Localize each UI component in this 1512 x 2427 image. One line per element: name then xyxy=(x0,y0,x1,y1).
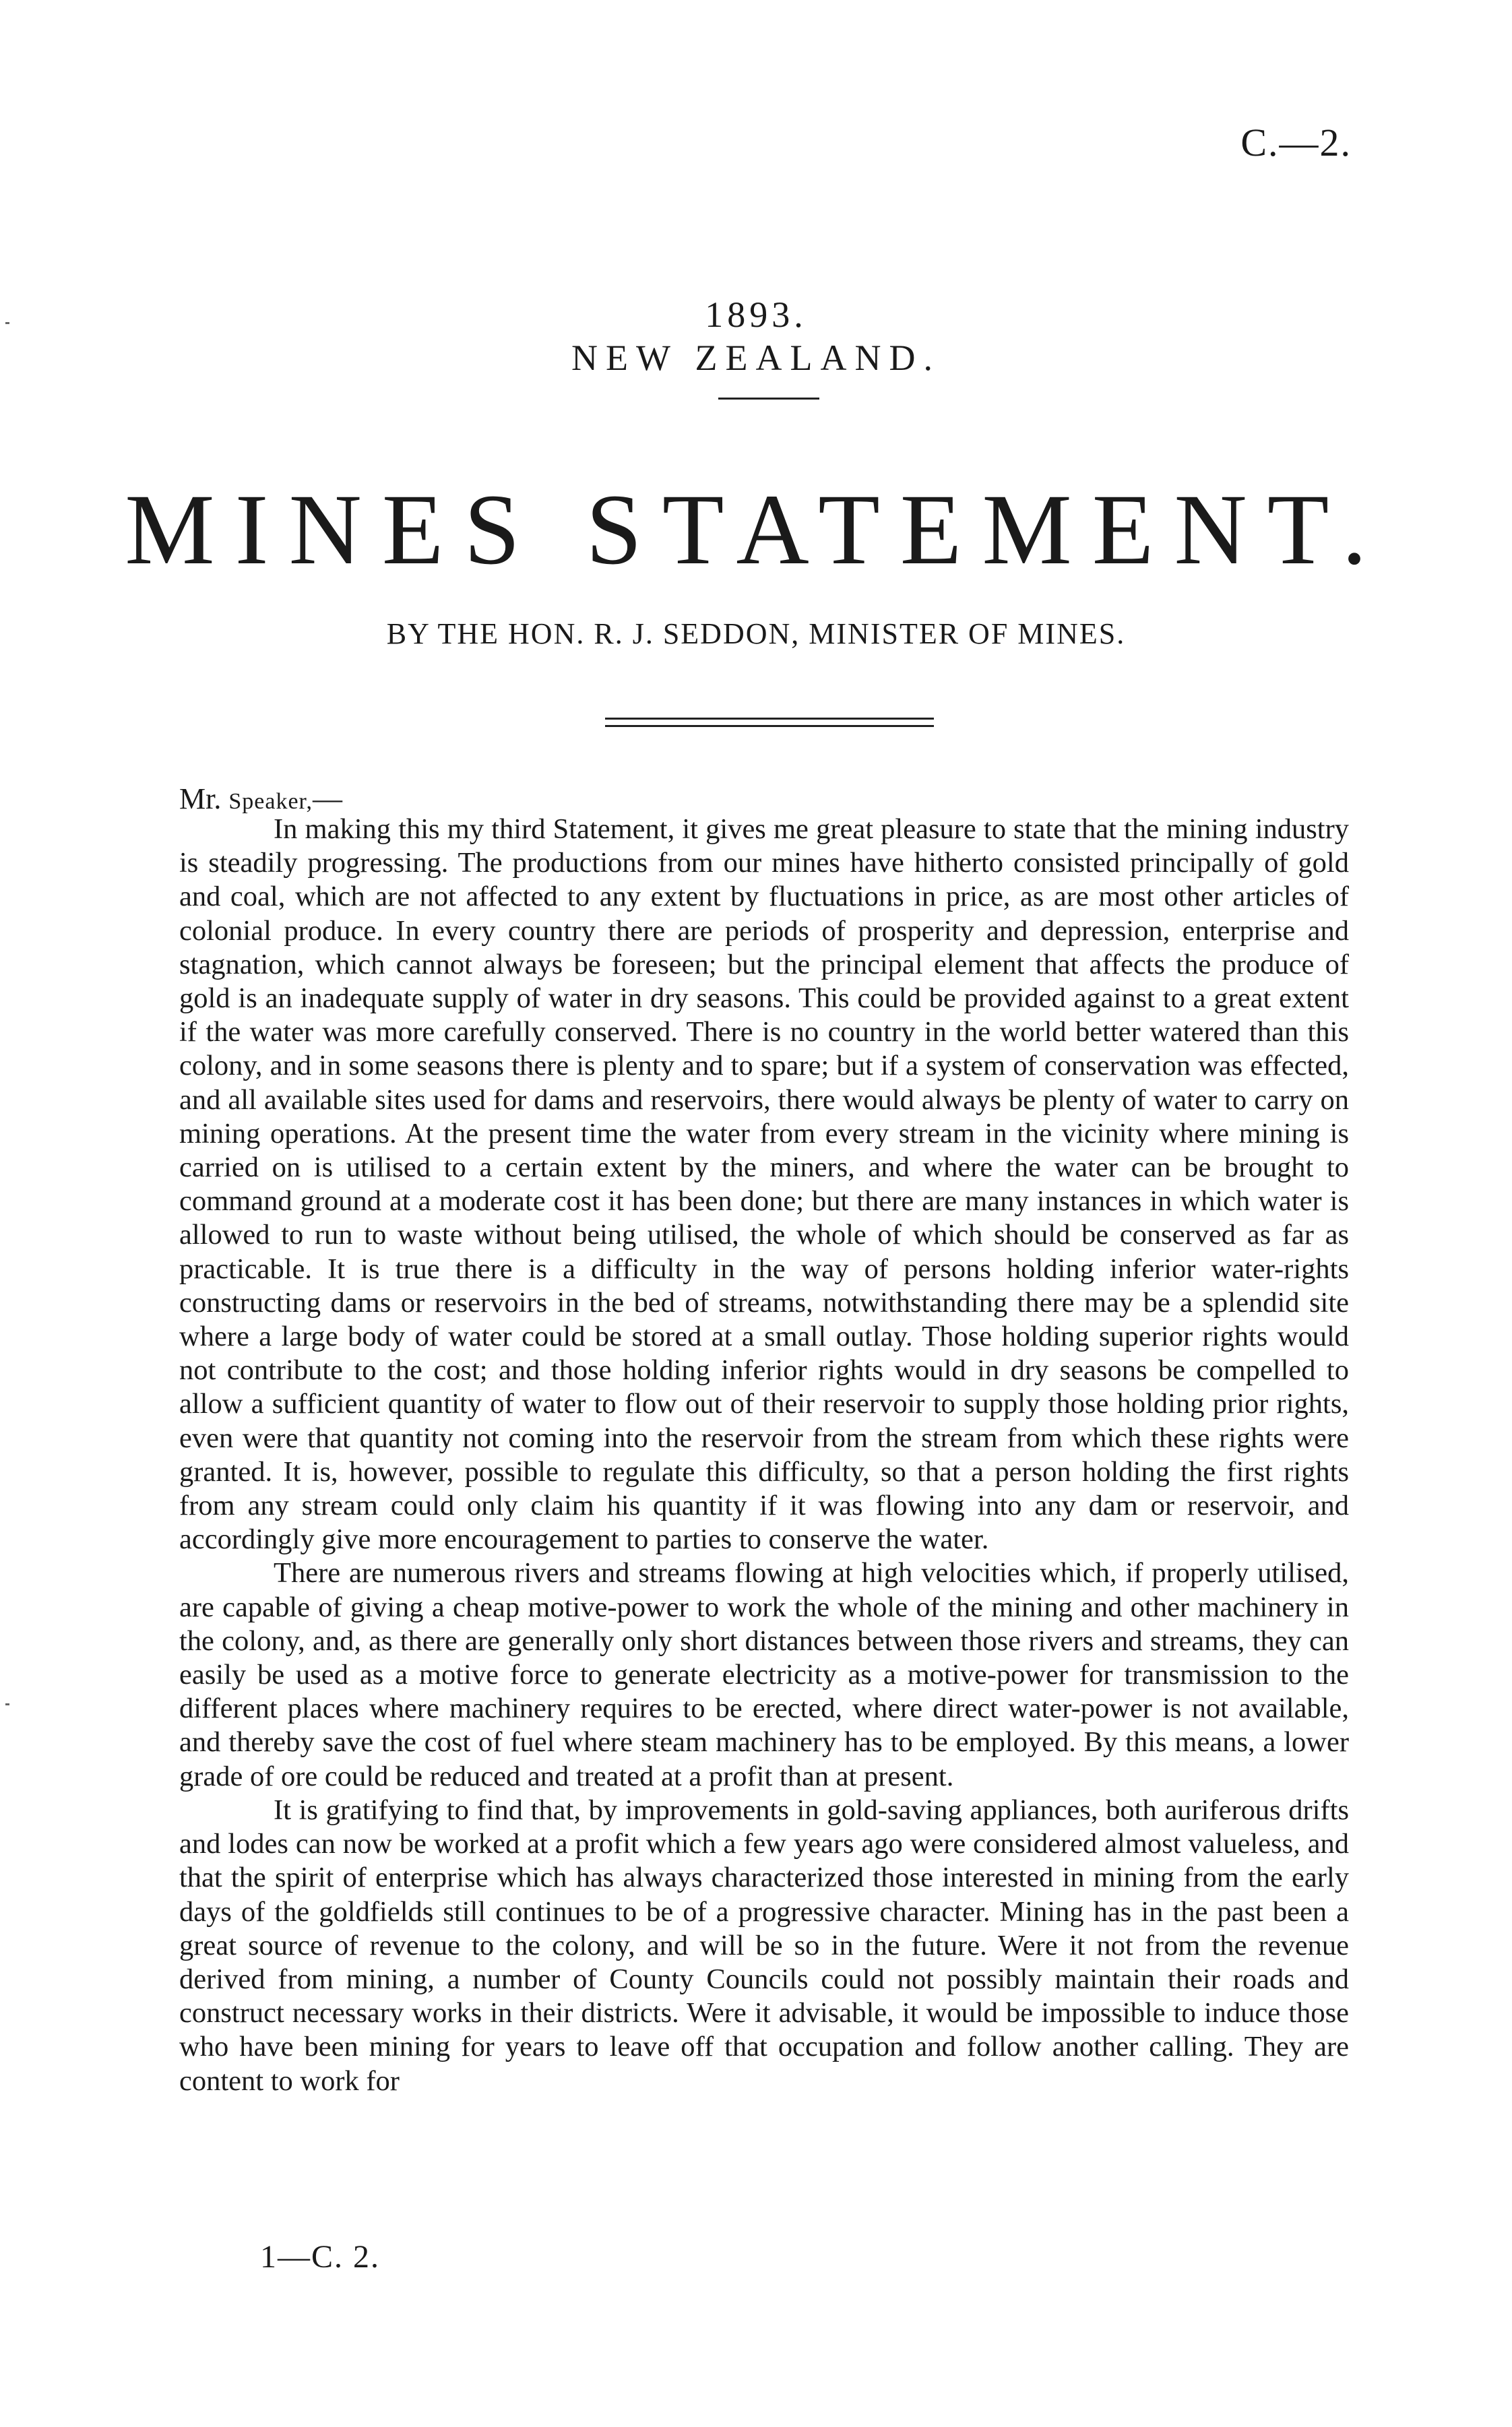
paragraph-3: It is gratifying to find that, by improvements in gold-saving appliances, both auriferous drifts and lodes can now be worked at a profit which a few years ago were considered almost valueless, and that the spirit of enterprise which has always characterized those interested in mining from the early days of the goldfields still continues to be of a progressive character. Mining has in the past been a great source of revenue to the colony, and will be so in the future. Were it not from the revenue derived from mining, a number of County Councils could not possibly maintain their roads and construct necessary works in their districts. Were it advisable, it would be impossible to induce those who have been mining for years to leave off that occupation and follow another calling. They are content to work for xyxy=(179,1794,1349,2097)
salutation xyxy=(179,782,342,816)
page-signature: 1—C. 2. xyxy=(260,2239,381,2275)
double-rule-top xyxy=(605,718,934,720)
salutation-title: Mr. xyxy=(179,782,222,815)
double-rule-bottom xyxy=(605,725,934,727)
short-divider xyxy=(718,398,819,400)
page-title: MINES STATEMENT. xyxy=(125,474,1387,586)
country-heading: NEW ZEALAND. xyxy=(571,338,941,378)
margin-speck xyxy=(5,1703,9,1705)
author-byline: BY THE HON. R. J. SEDDON, MINISTER OF MINES. xyxy=(386,617,1126,650)
statement-body xyxy=(179,813,1349,2098)
margin-speck xyxy=(5,322,9,324)
year-heading: 1893. xyxy=(705,294,807,335)
document-reference: C.—2. xyxy=(1240,121,1352,164)
salutation-dash: — xyxy=(313,782,343,815)
salutation-name: Speaker, xyxy=(228,789,313,814)
paragraph-1: In making this my third Statement, it gives me great pleasure to state that the mining industry is steadily progressing. The productions from our mines have hitherto consisted principally of gold and coal, which are not affected to any extent by fluctuations in price, as are most other articles of colonial produce. In every country there are periods of prosperity and depression, enterprise and stagnation, which cannot always be foreseen; but the principal element that affects the produce of gold is an inadequate supply of water in dry seasons. This could be provided against to a great extent if the water was more carefully conserved. There is no country in the world better watered than this colony, and in some seasons there is plenty and to spare; but if a system of conservation was effected, and all available sites used for dams and reservoirs, there would always be plenty of water to carry on mining operations. At the present time the water from every stream in the vicinity where mining is carried on is utilised to a certain extent by the miners, and where the water can be brought to command ground at a moderate cost it has been done; but there are many instances in which water is allowed to run to waste without being utilised, the whole of which should be conserved as far as practicable. It is true there is a difficulty in the way of persons holding inferior water-rights constructing dams or reservoirs in the bed of streams, notwithstanding there may be a splendid site where a large body of water could be stored at a small outlay. Those holding superior rights would not contribute to the cost; and those holding inferior rights would in dry seasons be compelled to allow a sufficient quantity of water to flow out of their reservoir to supply those holding prior rights, even were that quantity not coming into the reservoir from the stream from which these rights were granted. It is, however, possible to regulate this difficulty, so that a person holding the first rights from any stream could only claim his quantity if it was flowing into any dam or reservoir, and accordingly give more encouragement to parties to conserve the water. xyxy=(179,813,1349,1556)
paragraph-2: There are numerous rivers and streams flowing at high velocities which, if properly utilised, are capable of giving a cheap motive-power to work the whole of the mining and other machinery in the colony, and, as there are generally only short distances between those rivers and streams, they can easily be used as a motive force to generate electricity as a motive-power for transmission to the different places where machinery requires to be erected, where direct water-power is not available, and thereby save the cost of fuel where steam machinery has to be employed. By this means, a lower grade of ore could be reduced and treated at a profit than at present. xyxy=(179,1557,1349,1792)
